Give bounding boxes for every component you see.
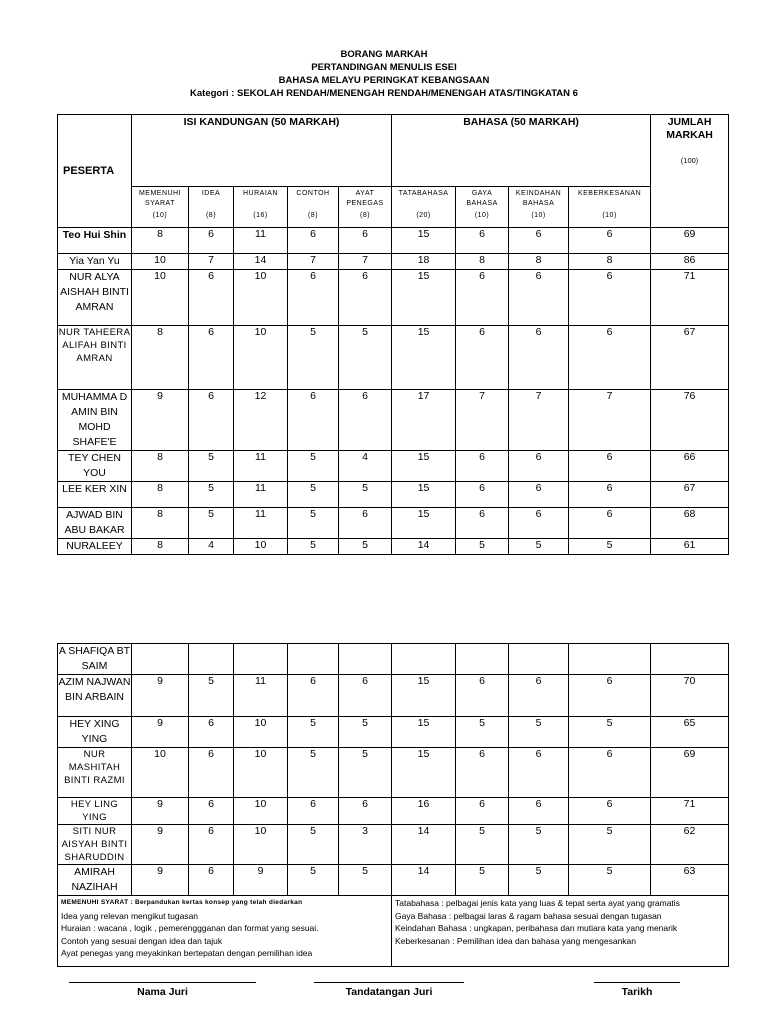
score-cell: 8: [132, 451, 189, 482]
score-cell: 5: [569, 717, 651, 748]
score-cell: 5: [339, 326, 392, 390]
tarikh-label: Tarikh: [621, 986, 653, 998]
participant-name: AMIRAH NAZIHAH: [58, 865, 132, 896]
score-cell: 14: [234, 254, 288, 270]
score-cell: 15: [392, 482, 456, 508]
criteria-label: KEINDAHAN BAHASA: [515, 190, 562, 207]
legend-line: Huraian : wacana , logik , pemerenggganan dan format yang sesuai.: [61, 923, 319, 933]
score-cell: 10: [234, 798, 288, 825]
form-title: BORANG MARKAH: [340, 49, 428, 60]
score-cell: 3: [339, 825, 392, 865]
score-cell: 5: [288, 539, 339, 555]
score-cell: 5: [339, 865, 392, 896]
score-cell: 9: [132, 865, 189, 896]
score-cell: 10: [234, 825, 288, 865]
score-cell: 9: [132, 798, 189, 825]
score-cell: 6: [509, 451, 569, 482]
score-cell: 6: [569, 508, 651, 539]
score-cell: 7: [339, 254, 392, 270]
score-cell: 6: [189, 390, 234, 451]
criteria-points: (16): [253, 212, 268, 219]
score-cell: 5: [456, 717, 509, 748]
score-cell: [288, 644, 339, 675]
criteria-label: AYAT PENEGAS: [346, 190, 384, 207]
score-cell: 15: [392, 675, 456, 717]
score-cell: 5: [288, 748, 339, 798]
criteria-header: [456, 187, 509, 228]
participant-row: [58, 675, 729, 717]
criteria-points: (8): [205, 212, 217, 219]
total-score: 68: [651, 508, 729, 539]
criteria-points: (10): [474, 212, 490, 219]
score-cell: 8: [132, 508, 189, 539]
score-cell: 15: [392, 270, 456, 326]
score-cell: [132, 644, 189, 675]
score-cell: 12: [234, 390, 288, 451]
criteria-points: (10): [531, 212, 546, 219]
score-cell: 6: [509, 508, 569, 539]
participant-name: MUHAMMA D AMIN BIN MOHD SHAFE'E: [58, 390, 132, 451]
score-cell: 5: [189, 451, 234, 482]
score-cell: 15: [392, 748, 456, 798]
participant-name: NUR TAHEERA ALIFAH BINTI AMRAN: [58, 326, 132, 390]
legend-line: MEMENUHI SYARAT : Berpandukan kertas konsep yang telah diedarkan: [61, 899, 303, 906]
criteria-header: [392, 187, 456, 228]
score-cell: 6: [339, 798, 392, 825]
total-score: 69: [651, 228, 729, 254]
competition-level: BAHASA MELAYU PERINGKAT KEBANGSAAN: [278, 75, 490, 86]
score-cell: 5: [456, 825, 509, 865]
score-cell: 5: [288, 451, 339, 482]
jumlah-label: JUMLAH MARKAH: [666, 116, 713, 141]
score-cell: 5: [339, 482, 392, 508]
marks-table-bottom: [57, 643, 729, 967]
score-cell: 6: [569, 326, 651, 390]
legend-line: Keindahan Bahasa : ungkapan, peribahasa dan mutiara kata yang menarik: [395, 923, 678, 933]
score-cell: [392, 644, 456, 675]
score-cell: 18: [392, 254, 456, 270]
score-cell: 15: [392, 228, 456, 254]
tandatangan-juri-label: Tandatangan Juri: [345, 986, 433, 998]
score-cell: 5: [189, 675, 234, 717]
score-cell: [509, 644, 569, 675]
score-cell: 5: [189, 482, 234, 508]
score-cell: 6: [509, 326, 569, 390]
criteria-points: (8): [307, 212, 319, 219]
score-cell: 17: [392, 390, 456, 451]
score-cell: 6: [569, 748, 651, 798]
score-cell: 6: [339, 270, 392, 326]
participant-name: NURALEEY: [58, 539, 132, 555]
participant-row: [58, 865, 729, 896]
score-cell: 11: [234, 675, 288, 717]
total-score: 71: [651, 270, 729, 326]
score-cell: 6: [509, 482, 569, 508]
competition-name: PERTANDINGAN MENULIS ESEI: [311, 62, 457, 73]
score-cell: 9: [132, 390, 189, 451]
score-cell: 6: [456, 508, 509, 539]
participant-row: [58, 539, 729, 555]
legend-line: Ayat penegas yang meyakinkan bertepatan dengan pemilihan idea: [61, 948, 313, 958]
total-score: 70: [651, 675, 729, 717]
score-cell: 15: [392, 326, 456, 390]
participant-name: TEY CHEN YOU: [58, 451, 132, 482]
criteria-legend-bahasa: [392, 896, 729, 967]
score-cell: 6: [569, 228, 651, 254]
score-cell: 9: [132, 675, 189, 717]
score-cell: 6: [288, 270, 339, 326]
criteria-label: TATABAHASA: [398, 190, 449, 197]
score-cell: 5: [456, 865, 509, 896]
score-cell: [456, 644, 509, 675]
participant-row: [58, 390, 729, 451]
score-cell: 8: [132, 482, 189, 508]
score-cell: 5: [288, 825, 339, 865]
participant-name: SITI NUR AISYAH BINTI SHARUDDIN: [58, 825, 132, 865]
score-cell: [234, 644, 288, 675]
score-cell: 10: [132, 254, 189, 270]
score-cell: 5: [339, 717, 392, 748]
score-cell: 11: [234, 508, 288, 539]
score-cell: 5: [288, 326, 339, 390]
score-cell: 4: [189, 539, 234, 555]
criteria-label: IDEA: [201, 190, 221, 197]
participant-name: LEE KER XIN: [58, 482, 132, 508]
marks-table-top: [57, 114, 729, 555]
jumlah-points: (100): [680, 156, 699, 165]
score-cell: 6: [189, 717, 234, 748]
legend-line: Contoh yang sesuai dengan idea dan tajuk: [61, 935, 223, 946]
score-cell: 5: [288, 717, 339, 748]
participant-row: [58, 254, 729, 270]
score-cell: 6: [189, 748, 234, 798]
score-cell: 10: [132, 748, 189, 798]
score-cell: 6: [189, 228, 234, 254]
participant-name: NUR MASHITAH BINTI RAZMI: [58, 748, 132, 798]
score-cell: 6: [339, 675, 392, 717]
tarikh-line: [594, 982, 680, 983]
score-cell: 5: [509, 825, 569, 865]
score-cell: 7: [569, 390, 651, 451]
total-score: 69: [651, 748, 729, 798]
legend-line: Keberkesanan : Pemilihan idea dan bahasa yang mengesankan: [395, 935, 637, 946]
score-cell: 6: [509, 270, 569, 326]
criteria-points: (10): [602, 212, 617, 219]
participant-row: [58, 228, 729, 254]
jumlah-subheader: [651, 187, 729, 228]
tandatangan-juri-line: [314, 982, 464, 983]
isi-kandungan-header: ISI KANDUNGAN (50 MARKAH): [132, 115, 392, 187]
score-cell: 6: [509, 748, 569, 798]
participant-row: [58, 717, 729, 748]
score-cell: 6: [569, 675, 651, 717]
criteria-label: HURAIAN: [242, 190, 278, 197]
participant-row: [58, 508, 729, 539]
score-cell: 8: [132, 539, 189, 555]
score-cell: 5: [339, 539, 392, 555]
form-header: [0, 48, 768, 100]
participant-row: [58, 270, 729, 326]
score-cell: 8: [456, 254, 509, 270]
legend-line: Tatabahasa : pelbagai jenis kata yang luas & tepat serta ayat yang gramatis: [395, 898, 680, 908]
score-cell: 10: [234, 326, 288, 390]
score-cell: 6: [456, 270, 509, 326]
total-score: 76: [651, 390, 729, 451]
criteria-points: (8): [359, 212, 371, 219]
score-cell: 6: [456, 748, 509, 798]
criteria-points: (20): [416, 212, 431, 219]
criteria-header: [288, 187, 339, 228]
total-score: [651, 644, 729, 675]
score-cell: 6: [569, 482, 651, 508]
criteria-points: (10): [152, 212, 168, 219]
criteria-label: KEBERKESANAN: [577, 190, 642, 197]
participant-name: NUR ALYA AISHAH BINTI AMRAN: [58, 270, 132, 326]
score-cell: 6: [288, 798, 339, 825]
score-cell: 15: [392, 451, 456, 482]
score-cell: [339, 644, 392, 675]
score-cell: 6: [189, 798, 234, 825]
score-cell: 6: [339, 228, 392, 254]
score-cell: 6: [189, 865, 234, 896]
score-cell: 6: [456, 482, 509, 508]
score-cell: 5: [288, 865, 339, 896]
score-cell: 6: [569, 451, 651, 482]
total-score: 67: [651, 482, 729, 508]
participant-name: AJWAD BIN ABU BAKAR: [58, 508, 132, 539]
score-cell: 6: [189, 825, 234, 865]
score-cell: 10: [234, 270, 288, 326]
score-cell: 7: [456, 390, 509, 451]
score-cell: 5: [288, 482, 339, 508]
score-cell: 5: [288, 508, 339, 539]
score-cell: 6: [288, 228, 339, 254]
total-score: 66: [651, 451, 729, 482]
participant-row: [58, 326, 729, 390]
score-cell: 6: [456, 326, 509, 390]
score-cell: 6: [456, 451, 509, 482]
score-cell: 8: [509, 254, 569, 270]
score-cell: 5: [189, 508, 234, 539]
criteria-header: [132, 187, 189, 228]
score-cell: 6: [569, 270, 651, 326]
participant-row: [58, 451, 729, 482]
peserta-header: PESERTA: [58, 115, 132, 228]
participant-row: [58, 825, 729, 865]
score-cell: 10: [234, 717, 288, 748]
criteria-header: [569, 187, 651, 228]
criteria-label: MEMENUHI SYARAT: [138, 190, 182, 207]
jumlah-markah-header: [651, 115, 729, 187]
score-cell: 10: [132, 270, 189, 326]
score-cell: 5: [509, 717, 569, 748]
score-cell: 16: [392, 798, 456, 825]
score-cell: 6: [509, 228, 569, 254]
score-cell: 5: [509, 539, 569, 555]
criteria-label: GAYA BAHASA: [466, 190, 498, 207]
category-line: Kategori : SEKOLAH RENDAH/MENENGAH RENDAH/MENENGAH ATAS/TINGKATAN 6: [190, 88, 578, 99]
score-cell: 6: [288, 675, 339, 717]
nama-juri-line: [69, 982, 256, 983]
score-cell: 6: [189, 326, 234, 390]
total-score: 62: [651, 825, 729, 865]
criteria-header: [339, 187, 392, 228]
score-cell: 14: [392, 825, 456, 865]
participant-row: [58, 482, 729, 508]
criteria-label: CONTOH: [296, 190, 330, 197]
score-cell: 6: [456, 228, 509, 254]
score-cell: 9: [132, 717, 189, 748]
score-cell: 11: [234, 482, 288, 508]
score-cell: 8: [569, 254, 651, 270]
score-cell: [189, 644, 234, 675]
score-cell: 6: [339, 390, 392, 451]
score-cell: 9: [132, 825, 189, 865]
score-cell: 5: [569, 865, 651, 896]
criteria-header: [189, 187, 234, 228]
score-cell: 6: [288, 390, 339, 451]
score-cell: 8: [132, 228, 189, 254]
score-cell: 10: [234, 539, 288, 555]
participant-name: A SHAFIQA BT SAIM: [58, 644, 132, 675]
score-cell: 6: [509, 675, 569, 717]
criteria-legend-row: [58, 896, 729, 967]
total-score: 65: [651, 717, 729, 748]
score-cell: 15: [392, 508, 456, 539]
total-score: 63: [651, 865, 729, 896]
score-cell: 8: [132, 326, 189, 390]
participant-row: [58, 748, 729, 798]
score-cell: 5: [569, 825, 651, 865]
score-cell: 5: [456, 539, 509, 555]
total-score: 61: [651, 539, 729, 555]
total-score: 86: [651, 254, 729, 270]
nama-juri-label: Nama Juri: [137, 986, 188, 998]
score-cell: 5: [339, 748, 392, 798]
criteria-header: [509, 187, 569, 228]
score-cell: 6: [569, 798, 651, 825]
score-cell: 6: [456, 798, 509, 825]
score-cell: 14: [392, 539, 456, 555]
score-cell: 7: [288, 254, 339, 270]
bahasa-header: BAHASA (50 MARKAH): [392, 115, 651, 187]
legend-line: Idea yang relevan mengikut tugasan: [61, 910, 199, 921]
score-cell: 15: [392, 717, 456, 748]
score-cell: 6: [509, 798, 569, 825]
score-cell: 7: [509, 390, 569, 451]
total-score: 71: [651, 798, 729, 825]
criteria-legend-isi: [58, 896, 392, 967]
participant-name: HEY LING YING: [58, 798, 132, 825]
score-cell: 14: [392, 865, 456, 896]
score-cell: 6: [339, 508, 392, 539]
score-cell: 5: [509, 865, 569, 896]
score-cell: 6: [189, 270, 234, 326]
participant-name: AZIM NAJWAN BIN ARBAIN: [58, 675, 132, 717]
score-cell: 9: [234, 865, 288, 896]
total-score: 67: [651, 326, 729, 390]
score-cell: 11: [234, 228, 288, 254]
participant-name: HEY XING YING: [58, 717, 132, 748]
score-cell: 7: [189, 254, 234, 270]
score-cell: 4: [339, 451, 392, 482]
score-cell: 10: [234, 748, 288, 798]
participant-name: Teo Hui Shin: [58, 228, 132, 254]
participant-row: [58, 644, 729, 675]
criteria-header: [234, 187, 288, 228]
participant-name: Yia Yan Yu: [58, 254, 132, 270]
score-cell: 11: [234, 451, 288, 482]
legend-line: Gaya Bahasa : pelbagai laras & ragam bahasa sesuai dengan tugasan: [395, 910, 662, 921]
score-cell: [569, 644, 651, 675]
participant-row: [58, 798, 729, 825]
score-cell: 5: [569, 539, 651, 555]
score-cell: 6: [456, 675, 509, 717]
